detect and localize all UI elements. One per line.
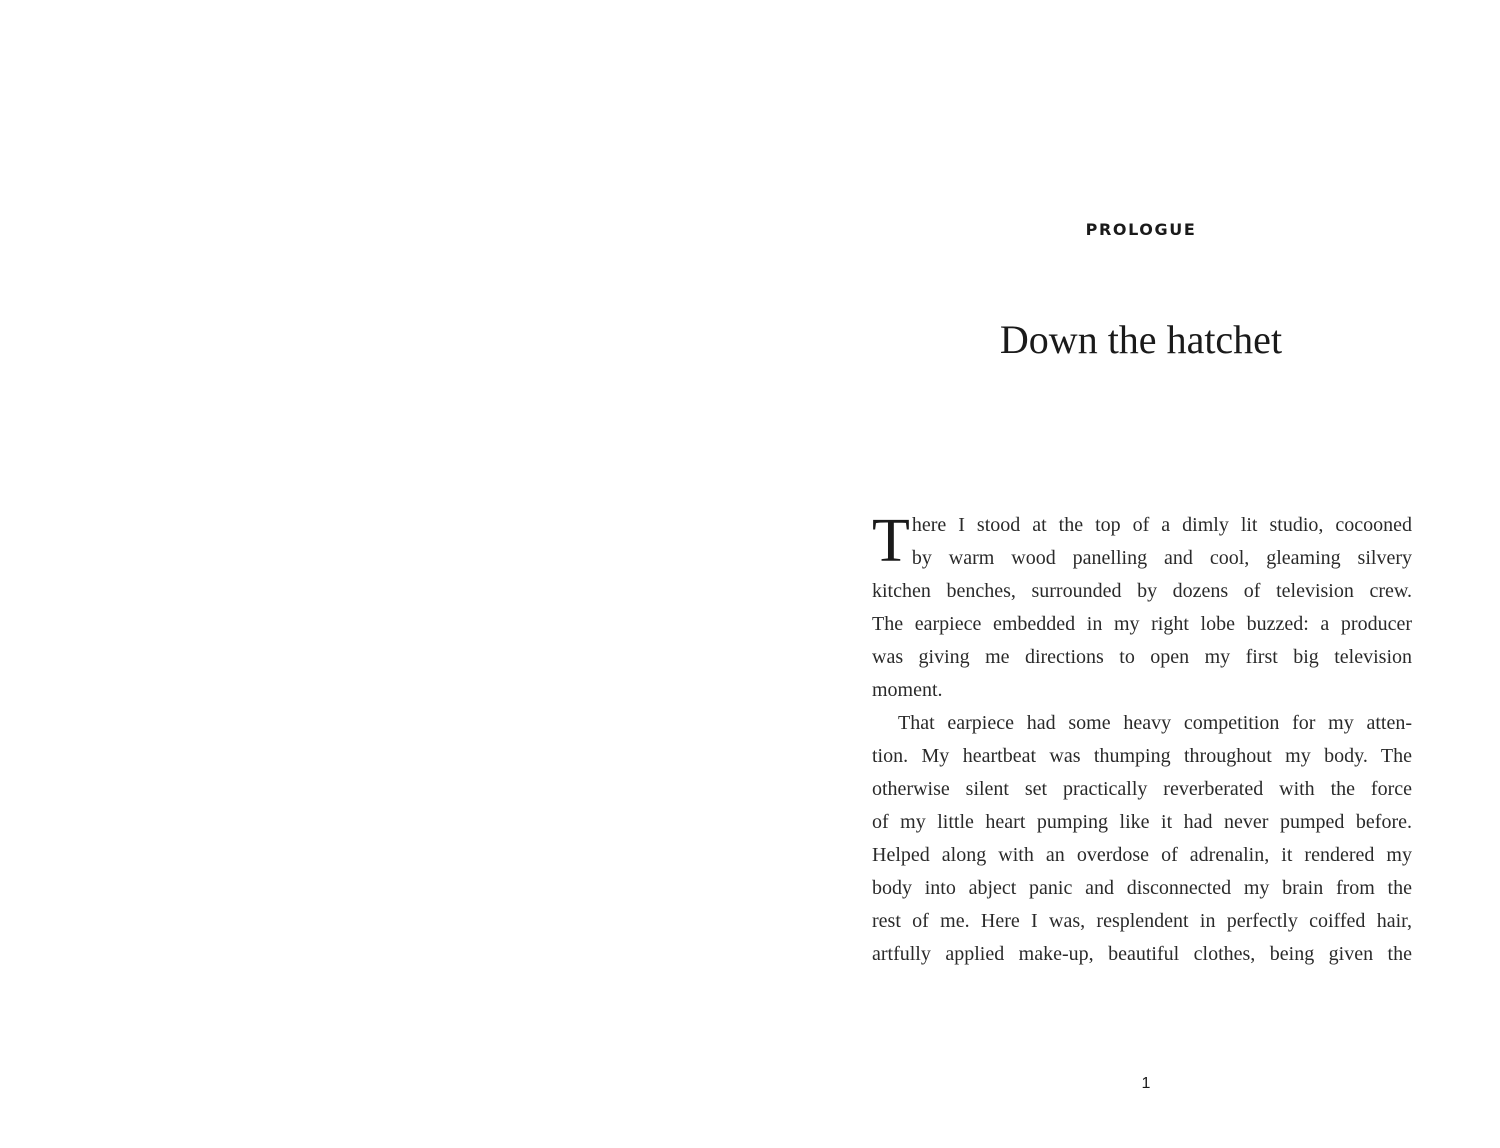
text-line: moment. [872,679,943,701]
text-line: of my little heart pumping like it had never pumped before. [872,811,1412,833]
chapter-title: Down the hatchet [999,317,1283,362]
text-line: otherwise silent set practically reverberated with the force [872,778,1412,800]
text-line: That earpiece had some heavy competition for my atten- [898,712,1412,734]
text-line: here I stood at the top of a dimly lit studio, cocooned [911,514,1412,536]
text-line: kitchen benches, surrounded by dozens of television crew. [872,580,1412,602]
paragraph-1 [872,509,1412,707]
text-line: artfully applied make-up, beautiful clothes, being given the [872,943,1412,965]
text-line: rest of me. Here I was, resplendent in perfectly coiffed hair, [872,910,1412,932]
paragraph-2 [872,707,1412,971]
drop-cap: T [872,507,910,575]
body-text [872,509,1412,971]
text-line: Helped along with an overdose of adrenalin, it rendered my [872,844,1412,866]
text-line: by warm wood panelling and cool, gleaming silvery [911,547,1412,569]
page-number: 1 [1141,1075,1151,1092]
text-line: tion. My heartbeat was thumping throughout my body. The [872,745,1412,767]
text-line: was giving me directions to open my first big television [872,646,1412,668]
chapter-label: PROLOGUE [1085,220,1197,239]
text-line: body into abject panic and disconnected my brain from the [872,877,1412,899]
text-line: The earpiece embedded in my right lobe buzzed: a producer [872,613,1412,635]
